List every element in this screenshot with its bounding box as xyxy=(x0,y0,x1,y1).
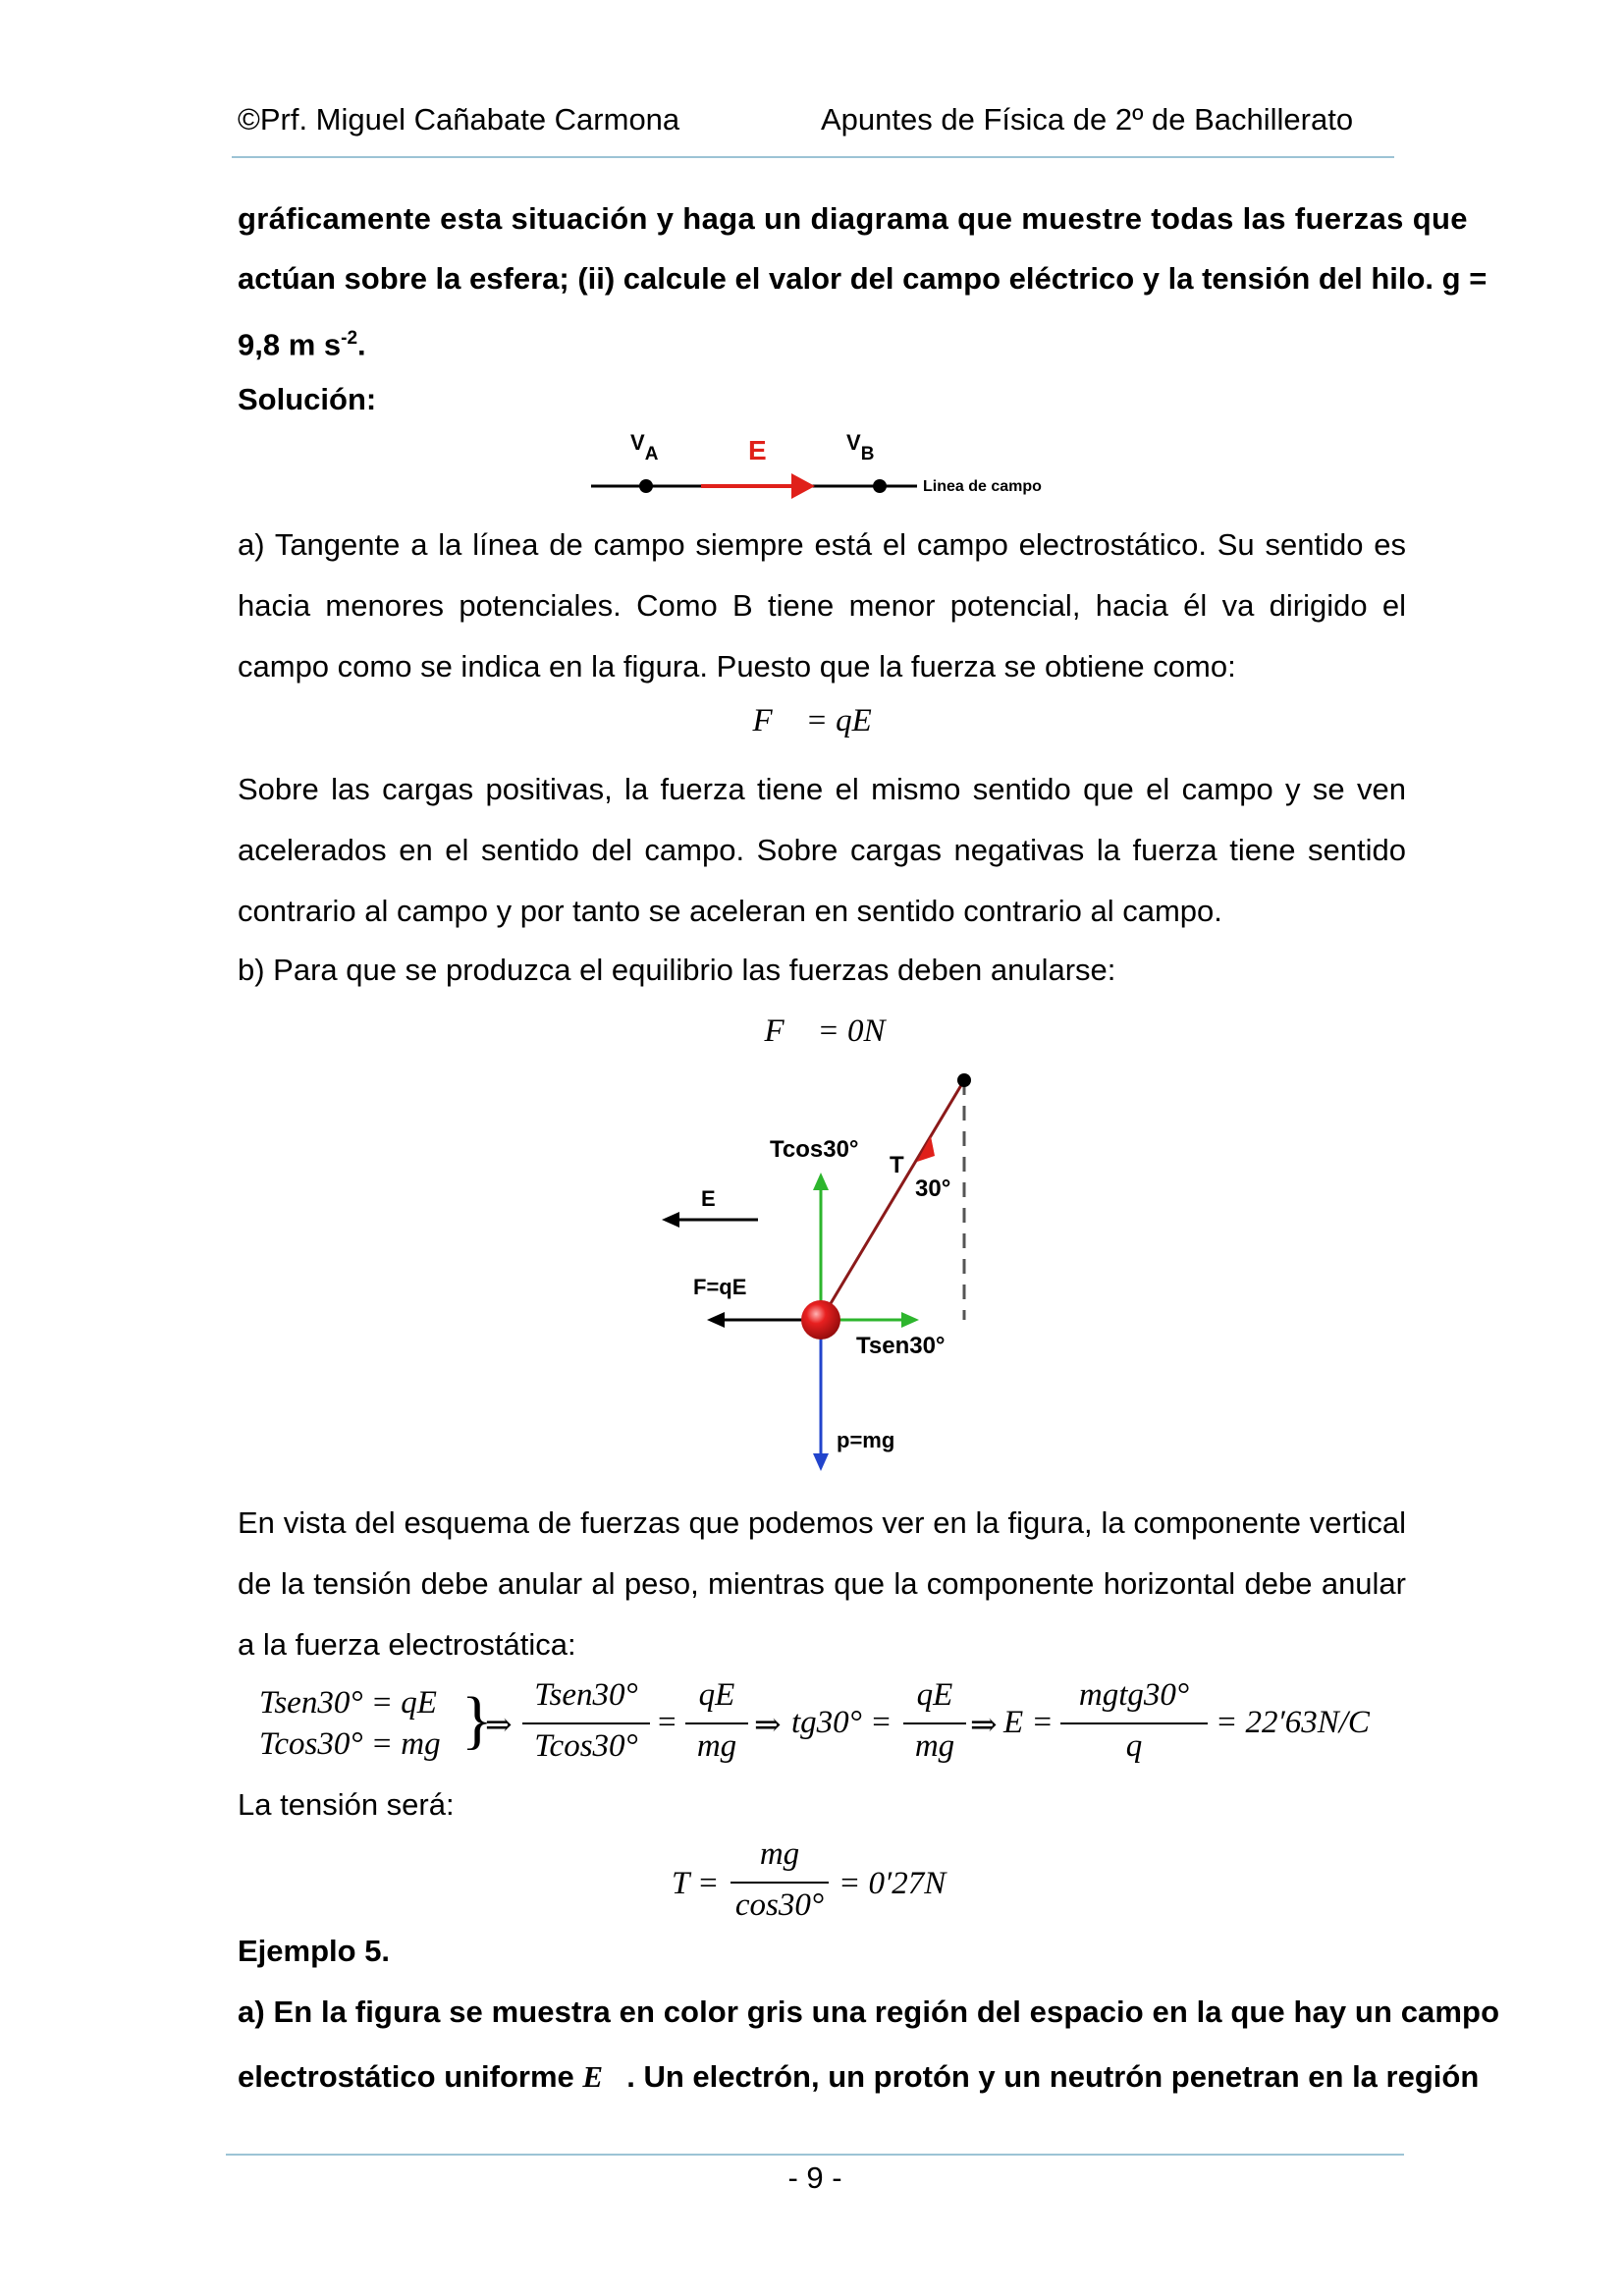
example-5-field-vector: E⃗ xyxy=(582,2059,627,2094)
header-author: ©Prf. Miguel Cañabate Carmona xyxy=(238,102,680,137)
tension-arrowhead xyxy=(917,1136,935,1162)
fraction-qe-mg-1 xyxy=(685,1677,748,1764)
point-b xyxy=(873,479,887,493)
example-5-line-2-start: electrostático uniforme xyxy=(238,2059,583,2094)
e-field-direction-arrowhead xyxy=(662,1212,679,1228)
equals-1: = xyxy=(658,1705,676,1740)
force-equation: F⃗ = qE⃗ xyxy=(752,703,897,738)
fraction-qe-num-2: qE xyxy=(916,1677,953,1713)
weight-arrowhead xyxy=(813,1453,829,1471)
implies-2: ⇒ xyxy=(754,1708,782,1743)
part-a-text: a) Tangente a la línea de campo siempre está el campo electrostático. Su sentido es hacia menores potenciales. Como B tiene menor potencial, hacia él va dirigido el campo como se indica en la figura. Puesto que la fuerza se obtiene como: xyxy=(238,527,1406,683)
tcos-arrowhead xyxy=(813,1173,829,1190)
tension-fraction-num: mg xyxy=(759,1836,800,1872)
tangent-expression: tg30° = xyxy=(791,1705,893,1740)
pivot-point xyxy=(957,1073,971,1087)
field-line-figure xyxy=(585,430,1076,509)
equilibrium-equation: F⃗ = 0N xyxy=(764,1013,886,1049)
e-field-label: E xyxy=(748,435,767,465)
implies-1: ⇒ xyxy=(485,1708,513,1743)
field-line-caption: Linea de campo xyxy=(923,478,1042,495)
part-a-charges-text: Sobre las cargas positivas, la fuerza tiene el mismo sentido que el campo y se ven acelerados en el sentido del campo. Sobre cargas negativas la fuerza tiene sentido contrario al campo y por tanto se aceleran en sentido contrario al campo. xyxy=(238,772,1406,928)
electric-force-label: F=qE xyxy=(693,1275,747,1299)
intro-line-1: gráficamente esta situación y haga un diagrama que muestre todas las fuerzas que xyxy=(238,201,1468,236)
vb-label: VB xyxy=(846,430,875,465)
e-label: E xyxy=(701,1186,716,1211)
intro-gravity-exponent: -2 xyxy=(341,328,358,349)
header-rule xyxy=(232,156,1394,158)
fraction-tcos-den: Tcos30° xyxy=(534,1728,638,1764)
system-brace: } xyxy=(461,1684,493,1756)
example-5-line-2-end: . Un electrón, un protón y un neutrón penetran en la región xyxy=(626,2059,1480,2094)
example-5-line-1: a) En la figura se muestra en color gris una región del espacio en la que hay un campo xyxy=(238,1995,1500,2029)
charged-sphere xyxy=(801,1300,840,1339)
system-row-2: Tcos30° = mg xyxy=(259,1726,441,1762)
fraction-qe-mg-2 xyxy=(903,1677,966,1764)
e-expression: E = xyxy=(1003,1705,1054,1740)
implies-3: ⇒ xyxy=(970,1708,998,1743)
electric-force-arrowhead xyxy=(707,1312,725,1328)
force-diagram xyxy=(648,1063,1001,1485)
tension-equation xyxy=(672,1836,986,1935)
angle-label: 30° xyxy=(915,1175,951,1202)
example-5-line-2 xyxy=(238,2057,1479,2097)
tsen-label: Tsen30° xyxy=(856,1333,946,1359)
tsen-arrowhead xyxy=(901,1312,919,1328)
field-vector-arrowhead xyxy=(791,473,815,499)
solucion-label: Solución: xyxy=(238,382,377,416)
tension-fraction-den: cos30° xyxy=(734,1887,825,1923)
page-number: - 9 - xyxy=(787,2160,842,2195)
tension-label: T xyxy=(890,1152,904,1178)
intro-line-3 xyxy=(238,319,366,364)
fraction-tsen-tcos xyxy=(522,1677,650,1764)
tension-lhs: T = xyxy=(672,1866,720,1901)
fraction-mg-den-2: mg xyxy=(914,1728,955,1764)
fraction-tsen-num: Tsen30° xyxy=(534,1677,638,1713)
fraction-mgtg-q xyxy=(1060,1677,1208,1764)
field-result: = 22′63N/C xyxy=(1216,1705,1370,1740)
system-row-1: Tsen30° = qE xyxy=(259,1685,437,1721)
fraction-q-den: q xyxy=(1125,1728,1143,1764)
header-course: Apuntes de Física de 2º de Bachillerato xyxy=(821,102,1354,137)
intro-line-2: actúan sobre la esfera; (ii) calcule el valor del campo eléctrico y la tensión del hilo. g = xyxy=(238,261,1488,296)
tcos-label: Tcos30° xyxy=(770,1136,859,1163)
point-a xyxy=(639,479,653,493)
tension-result: = 0′27N xyxy=(839,1866,947,1901)
tension-intro: La tensión será: xyxy=(238,1787,455,1822)
discussion-text: En vista del esquema de fuerzas que podemos ver en la figura, la componente vertical de la tensión debe anular al peso, mientras que la componente horizontal debe anular a la fuerza electrostática: xyxy=(238,1505,1406,1662)
footer-rule xyxy=(226,2154,1404,2156)
fraction-qe-num-1: qE xyxy=(698,1677,735,1713)
fraction-mgtg-num: mgtg30° xyxy=(1078,1677,1190,1713)
weight-label: p=mg xyxy=(837,1428,895,1452)
fraction-mg-den-1: mg xyxy=(696,1728,737,1764)
intro-line-end: . xyxy=(357,327,366,362)
tension-fraction xyxy=(730,1836,829,1923)
example-5-title: Ejemplo 5. xyxy=(238,1934,391,1968)
va-label: VA xyxy=(630,430,659,465)
intro-gravity-value: 9,8 m s xyxy=(238,327,342,362)
part-b-text: b) Para que se produzca el equilibrio las fuerzas deben anularse: xyxy=(238,953,1116,987)
